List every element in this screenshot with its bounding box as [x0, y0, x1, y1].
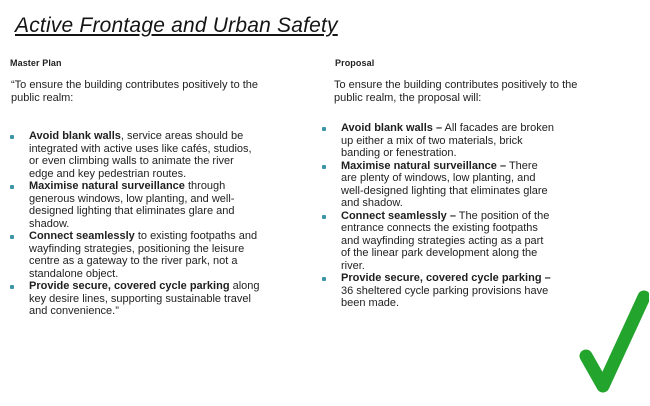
bullet-lead-text: Maximise natural surveillance	[29, 180, 185, 192]
bullet-lead-text: Connect seamlessly	[29, 230, 135, 242]
bullet-body-text: 36 sheltered cycle parking provisions have been made.	[341, 284, 549, 309]
bullet-icon	[10, 185, 14, 189]
list-item	[322, 160, 554, 210]
list-item	[10, 230, 260, 280]
proposal-header: Proposal	[335, 58, 375, 68]
bullet-icon	[10, 135, 14, 139]
bullet-lead-text: Avoid blank walls	[29, 130, 121, 142]
bullet-icon	[322, 215, 326, 219]
bullet-icon	[322, 127, 326, 131]
page-title: Active Frontage and Urban Safety	[15, 14, 338, 37]
proposal-intro: To ensure the building contributes positively to the public realm, the proposal will:	[334, 79, 578, 104]
bullet-lead-text: Provide secure, covered cycle parking	[29, 280, 230, 292]
bullet-icon	[10, 235, 14, 239]
bullet-lead-text: Provide secure, covered cycle parking –	[341, 272, 551, 284]
list-item	[322, 272, 554, 310]
list-item	[322, 122, 554, 160]
bullet-body-text: through generous windows, low planting, and well-designed lighting that eliminates glare and shadow.	[29, 180, 235, 230]
proposal-column	[322, 58, 604, 310]
checkmark-path	[586, 297, 644, 386]
master-plan-intro: “To ensure the building contributes positively to the public realm:	[11, 79, 259, 104]
bullet-body-text: along key desire lines, supporting sustainable travel and convenience.”	[29, 280, 260, 317]
bullet-icon	[10, 285, 14, 289]
bullet-body-text: The position of the entrance connects the existing footpaths and wayfinding strategies acting as a part of the linear park development along the river.	[341, 209, 550, 272]
approved-checkmark-icon	[579, 289, 649, 401]
master-plan-column	[10, 58, 292, 318]
bullet-icon	[322, 165, 326, 169]
proposal-bullet-list	[322, 122, 554, 310]
bullet-icon	[322, 277, 326, 281]
master-plan-bullet-list	[10, 130, 260, 318]
bullet-body-text: All facades are broken up either a mix of two materials, brick banding or fenestration.	[341, 122, 554, 159]
bullet-body-text: , service areas should be integrated with active uses like cafés, studios, or even climbing walls to animate the river edge and key pedestrian routes.	[29, 130, 252, 180]
bullet-lead-text: Maximise natural surveillance –	[341, 159, 507, 172]
bullet-body-text: There are plenty of windows, low planting, and well-designed lighting that eliminates glare and shadow.	[341, 159, 548, 209]
bullet-body-text: to existing footpaths and wayfinding strategies, positioning the leisure centre as a gateway to the river park, not a standalone object.	[29, 230, 258, 280]
bullet-lead-text: Avoid blank walls –	[341, 122, 443, 134]
bullet-lead-text: Connect seamlessly –	[341, 209, 456, 222]
list-item	[322, 210, 554, 273]
list-item	[10, 130, 260, 180]
list-item	[10, 180, 260, 230]
list-item	[10, 280, 260, 318]
master-plan-header: Master Plan	[10, 58, 62, 68]
